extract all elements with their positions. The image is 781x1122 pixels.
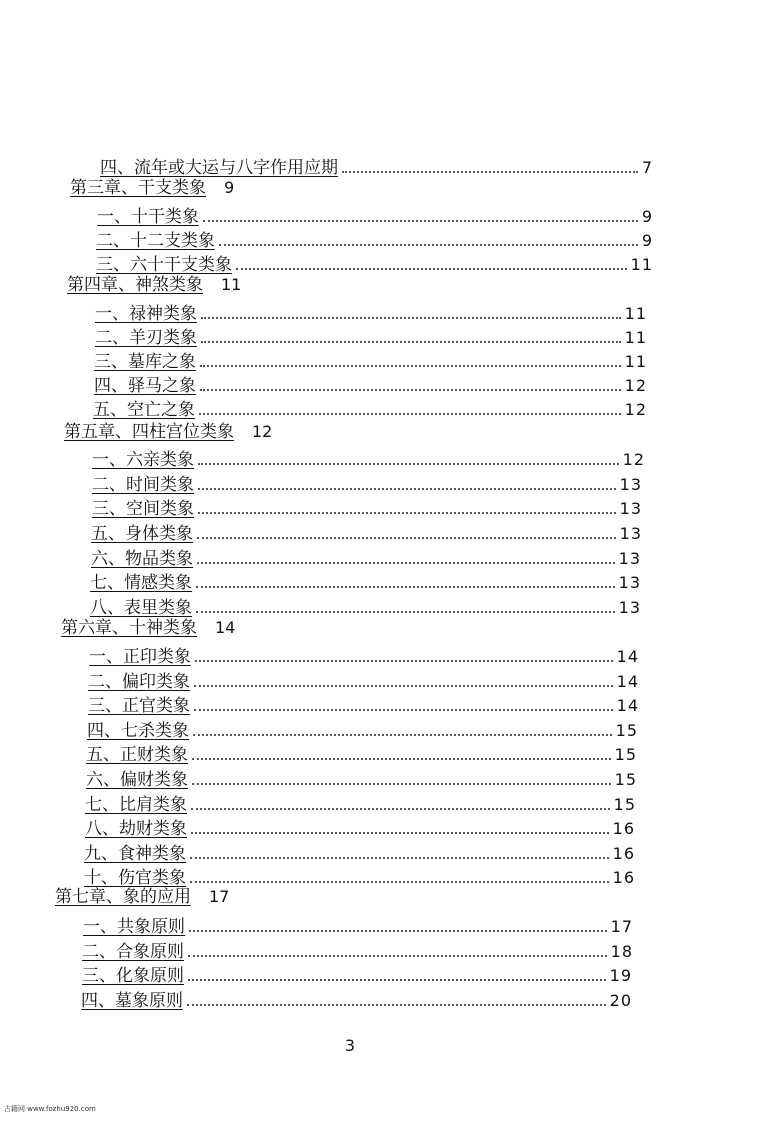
- toc-entry-page: 16: [612, 819, 635, 838]
- toc-entry[interactable]: [93, 396, 647, 420]
- toc-entry-title: 四、流年或大运与八字作用应期: [100, 158, 338, 178]
- toc-entry[interactable]: [88, 692, 639, 716]
- toc-entry[interactable]: [86, 741, 637, 765]
- toc-entry[interactable]: [94, 348, 647, 372]
- toc-entry[interactable]: [95, 300, 647, 324]
- toc-entry-page: 15: [614, 745, 637, 764]
- dot-leader: [189, 930, 607, 932]
- toc-entry-page: 11: [624, 304, 647, 323]
- dot-leader: [191, 808, 610, 810]
- dot-leader: [194, 685, 613, 687]
- toc-entry-title: 一、六亲类象: [92, 450, 194, 470]
- toc-entry-page: 13: [619, 524, 642, 543]
- dot-leader: [196, 586, 615, 588]
- footer-watermark: 古籍网 www.fozhu920.com: [4, 1105, 96, 1113]
- chapter-title: 第三章、干支类象: [70, 178, 206, 198]
- chapter-title: 第五章、四柱宫位类象: [64, 422, 234, 442]
- toc-entry-title: 三、正官类象: [88, 696, 190, 716]
- dot-leader: [188, 955, 607, 957]
- toc-entry-title: 四、驿马之象: [94, 376, 196, 396]
- toc-entry-title: 三、六十干支类象: [96, 255, 232, 275]
- dot-leader: [192, 758, 611, 760]
- toc-entry-title: 七、情感类象: [90, 573, 192, 593]
- toc-entry[interactable]: [85, 815, 635, 839]
- toc-entry-page: 14: [616, 647, 639, 666]
- toc-entry-page: 15: [613, 795, 636, 814]
- toc-entry-title: 四、七杀类象: [87, 721, 189, 741]
- dot-leader: [191, 832, 609, 834]
- toc-entry-page: 16: [612, 844, 635, 863]
- toc-entry[interactable]: [86, 766, 637, 790]
- toc-entry-page: 11: [624, 352, 647, 371]
- toc-entry-title: 九、食神类象: [84, 844, 186, 864]
- toc-entry-page: 12: [622, 450, 645, 469]
- dot-leader: [201, 317, 621, 319]
- toc-chapter[interactable]: [55, 883, 229, 907]
- dot-leader: [195, 660, 613, 662]
- chapter-page: 9: [224, 178, 235, 197]
- dot-leader: [197, 537, 616, 539]
- toc-entry-title: 七、比肩类象: [85, 795, 187, 815]
- toc-entry[interactable]: [95, 324, 647, 348]
- toc-entry-page: 13: [618, 598, 641, 617]
- toc-entry-title: 二、羊刃类象: [95, 328, 197, 348]
- dot-leader: [198, 488, 616, 490]
- dot-leader: [193, 734, 612, 736]
- toc-entry-title: 一、禄神类象: [95, 304, 197, 324]
- toc-entry[interactable]: [81, 987, 632, 1011]
- toc-entry-page: 11: [630, 255, 653, 274]
- dot-leader: [200, 365, 621, 367]
- toc-entry-page: 13: [619, 499, 642, 518]
- toc-entry-page: 12: [624, 376, 647, 395]
- dot-leader: [187, 1004, 606, 1006]
- toc-entry-title: 四、墓象原则: [81, 991, 183, 1011]
- toc-entry-title: 三、墓库之象: [94, 352, 196, 372]
- toc-entry-page: 15: [614, 770, 637, 789]
- toc-entry[interactable]: [92, 471, 642, 495]
- toc-entry-title: 五、正财类象: [86, 745, 188, 765]
- toc-entry[interactable]: [90, 569, 641, 593]
- toc-entry-title: 二、十二支类象: [96, 231, 215, 251]
- toc-entry-page: 12: [624, 400, 647, 419]
- toc-entry[interactable]: [82, 938, 633, 962]
- dot-leader: [190, 857, 609, 859]
- toc-entry-page: 7: [641, 158, 653, 177]
- toc-entry[interactable]: [96, 227, 653, 251]
- toc-chapter[interactable]: [64, 418, 272, 442]
- toc-entry-page: 13: [619, 475, 642, 494]
- toc-entry-title: 二、时间类象: [92, 475, 194, 495]
- dot-leader: [198, 512, 616, 514]
- chapter-page: 11: [221, 275, 242, 294]
- dot-leader: [197, 562, 615, 564]
- toc-entry-title: 五、身体类象: [91, 524, 193, 544]
- toc-entry-page: 11: [624, 328, 647, 347]
- toc-entry[interactable]: [92, 495, 642, 519]
- toc-chapter[interactable]: [67, 271, 241, 295]
- toc-entry[interactable]: [82, 962, 632, 986]
- toc-entry-page: 9: [641, 207, 653, 226]
- toc-entry-page: 18: [610, 942, 633, 961]
- toc-entry-page: 14: [616, 672, 639, 691]
- toc-entry[interactable]: [97, 203, 653, 227]
- dot-leader: [203, 220, 638, 222]
- dot-leader: [190, 881, 609, 883]
- toc-entry-page: 17: [610, 917, 633, 936]
- dot-leader: [236, 268, 627, 270]
- toc-entry-title: 一、正印类象: [89, 647, 191, 667]
- toc-entry-page: 20: [609, 991, 632, 1010]
- toc-entry-title: 六、物品类象: [91, 549, 193, 569]
- toc-entry-title: 二、偏印类象: [88, 672, 190, 692]
- page-number: 3: [344, 1036, 356, 1055]
- toc-entry[interactable]: [89, 643, 639, 667]
- toc-entry-title: 六、偏财类象: [86, 770, 188, 790]
- chapter-title: 第六章、十神类象: [61, 618, 197, 638]
- toc-entry[interactable]: [91, 545, 641, 569]
- toc-entry-title: 一、十干类象: [97, 207, 199, 227]
- toc-entry-page: 14: [616, 696, 639, 715]
- chapter-page: 12: [252, 422, 273, 441]
- toc-entry[interactable]: [94, 372, 647, 396]
- dot-leader: [194, 709, 613, 711]
- toc-entry[interactable]: [83, 913, 633, 937]
- toc-entry[interactable]: [87, 717, 638, 741]
- toc-entry-title: 八、表里类象: [90, 598, 192, 618]
- chapter-title: 第七章、象的应用: [55, 887, 191, 907]
- dot-leader: [196, 611, 615, 613]
- toc-entry-page: 15: [615, 721, 638, 740]
- dot-leader: [198, 463, 619, 465]
- dot-leader: [188, 979, 606, 981]
- toc-chapter[interactable]: [61, 614, 235, 638]
- toc-entry-page: 13: [618, 573, 641, 592]
- chapter-title: 第四章、神煞类象: [67, 275, 203, 295]
- chapter-page: 17: [209, 887, 230, 906]
- toc-entry-page: 9: [641, 231, 653, 250]
- toc-entry[interactable]: [84, 840, 635, 864]
- toc-entry-title: 三、化象原则: [82, 966, 184, 986]
- dot-leader: [192, 783, 611, 785]
- toc-entry-title: 十、伤官类象: [84, 868, 186, 888]
- dot-leader: [200, 389, 621, 391]
- dot-leader: [219, 244, 638, 246]
- chapter-page: 14: [215, 618, 236, 637]
- toc-entry-title: 五、空亡之象: [93, 400, 195, 420]
- toc-entry-page: 19: [609, 966, 632, 985]
- toc-entry-title: 八、劫财类象: [85, 819, 187, 839]
- toc-entry[interactable]: [85, 791, 636, 815]
- toc-entry[interactable]: [91, 520, 642, 544]
- toc-entry-title: 三、空间类象: [92, 499, 194, 519]
- toc-entry-title: 二、合象原则: [82, 942, 184, 962]
- toc-entry[interactable]: [92, 446, 645, 470]
- toc-entry-page: 13: [618, 549, 641, 568]
- toc-chapter[interactable]: [70, 174, 234, 198]
- toc-entry-page: 16: [612, 868, 635, 887]
- dot-leader: [199, 413, 621, 415]
- dot-leader: [201, 341, 621, 343]
- dot-leader: [342, 171, 638, 173]
- toc-entry[interactable]: [88, 668, 639, 692]
- toc-entry-title: 一、共象原则: [83, 917, 185, 937]
